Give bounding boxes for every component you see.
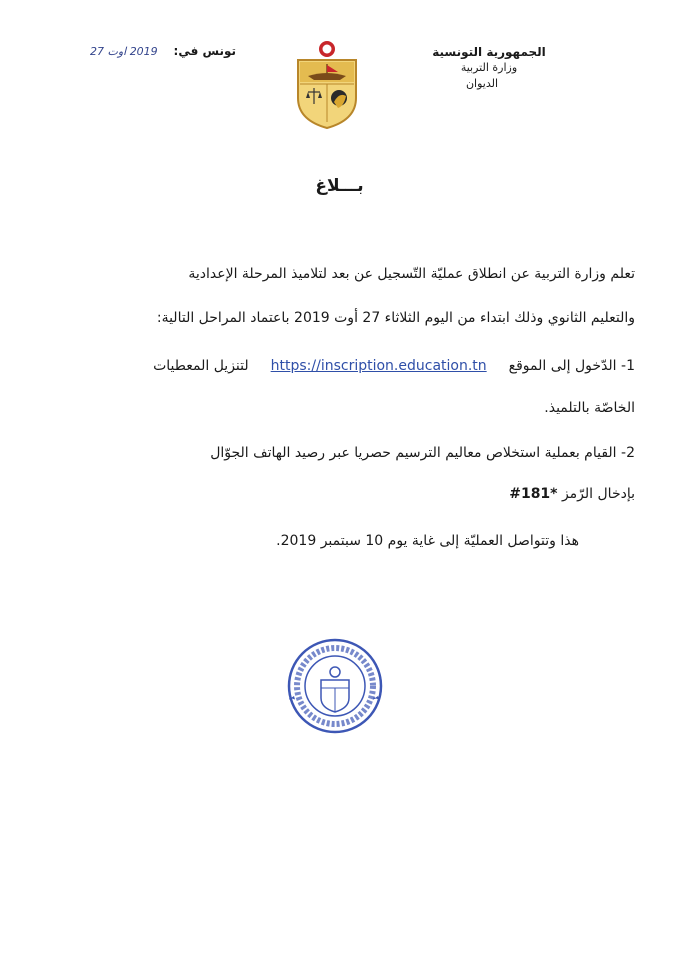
city-label: تونس في: (173, 44, 236, 58)
paragraph-line-1: تعلم وزارة التربية عن انطلاق عمليّة التّسجيل عن بعد لتلاميذ المرحلة الإعدادية (188, 266, 635, 282)
step-2-line-1: 2- القيام بعملية استخلاص معاليم الترسيم حصريا عبر رصيد الهاتف الجوّال (210, 445, 635, 461)
coat-of-arms-icon (294, 40, 360, 130)
cabinet-name: الديوان (465, 77, 499, 90)
step-2-prefix: بإدخال الرّمز (561, 486, 635, 502)
date-value: 2019 اوت 27 (89, 45, 158, 58)
step-1-line-2: الخاصّة بالتلميذ. (544, 400, 635, 416)
step-1-line-1 (35, 356, 635, 376)
payment-code: #181* (509, 486, 558, 502)
paragraph-line-2: والتعليم الثانوي وذلك ابتداء من اليوم الثلاثاء 27 أوت 2019 باعتماد المراحل التالية: (156, 310, 635, 326)
step-1-suffix: لتنزيل المعطيات (153, 358, 249, 374)
closing-line: هذا وتتواصل العمليّة إلى غاية يوم 10 سبتمبر 2019. (276, 533, 579, 549)
republic-name: الجمهورية التونسية (432, 45, 546, 59)
ministry-stamp-icon (285, 636, 385, 736)
registration-link[interactable]: https://inscription.education.tn (270, 358, 487, 374)
step-1-prefix: 1- الدّخول إلى الموقع (508, 358, 635, 374)
document-title: بـــلاغ (315, 176, 364, 196)
step-2-line-2 (35, 484, 635, 504)
dateline (76, 44, 236, 58)
ministry-name: وزارة التربية (460, 61, 518, 74)
letterhead (389, 44, 589, 92)
